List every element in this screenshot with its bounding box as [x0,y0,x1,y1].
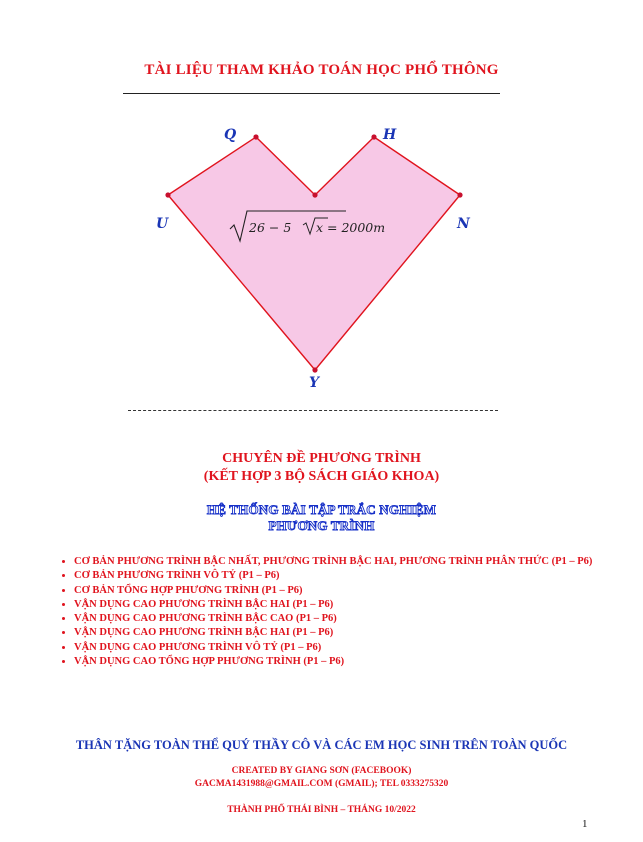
topic-item: • VẬN DỤNG CAO PHƯƠNG TRÌNH BẬC CAO (P1 – P6) [74,612,614,626]
vertex-y [312,367,317,372]
section-title-line1: CHUYÊN ĐỀ PHƯƠNG TRÌNH [222,451,421,466]
vertex-n [457,192,462,197]
figure-divider [128,410,498,411]
topic-item: • VẬN DỤNG CAO PHƯƠNG TRÌNH BẬC HAI (P1 – P6) [74,626,614,640]
label-n: N [457,216,470,232]
label-h: H [383,127,397,143]
header-divider [123,93,500,94]
equation-inner-radicand: x [316,220,324,235]
vertex-mid [312,192,317,197]
created-by-text: CREATED BY GIANG SƠN (FACEBOOK) [231,766,412,776]
dedication-text: THÂN TẶNG TOÀN THỂ QUÝ THẦY CÔ VÀ CÁC EM HỌC SINH TRÊN TOÀN QUỐC [75,738,568,752]
section-subtitle-line2: PHƯƠNG TRÌNH [268,518,375,533]
equation-rhs: = 2000m [327,220,386,235]
vertex-h [371,134,376,139]
heart-polygon [168,137,460,370]
topic-item: • CƠ BẢN PHƯƠNG TRÌNH BẬC NHẤT, PHƯƠNG TRÌNH BẬC HAI, PHƯƠNG TRÌNH PHÂN THỨC (P1 – P6) [74,555,614,569]
topic-item: • CƠ BẢN TỔNG HỢP PHƯƠNG TRÌNH (P1 – P6) [74,584,614,598]
topic-item: • VẬN DỤNG CAO PHƯƠNG TRÌNH VÔ TỶ (P1 – P6) [74,641,614,655]
topic-list [56,555,614,669]
page-number: 1 [582,818,588,830]
vertex-q [253,134,258,139]
label-q: Q [224,127,237,143]
section-subtitle-line1: HỆ THỐNG BÀI TẬP TRẮC NGHIỆM [206,502,437,517]
topic-item: • VẬN DỤNG CAO TỔNG HỢP PHƯƠNG TRÌNH (P1 – P6) [74,655,614,669]
contact-text: GACMA1431988@GMAIL.COM (GMAIL); TEL 0333275320 [194,779,449,789]
label-y: Y [309,375,319,391]
equation-radicand: 26 − 5 [249,220,292,235]
heart-polygon-figure [150,115,490,395]
label-u: U [156,216,169,232]
section-title-line2: (KẾT HỢP 3 BỘ SÁCH GIÁO KHOA) [203,469,440,484]
document-header-title: TÀI LIỆU THAM KHẢO TOÁN HỌC PHỔ THÔNG [144,62,499,78]
topic-item: • VẬN DỤNG CAO PHƯƠNG TRÌNH BẬC HAI (P1 – P6) [74,598,614,612]
vertex-u [165,192,170,197]
topic-item: • CƠ BẢN PHƯƠNG TRÌNH VÔ TỶ (P1 – P6) [74,569,614,583]
place-date-text: THÀNH PHỐ THÁI BÌNH – THÁNG 10/2022 [227,805,416,815]
